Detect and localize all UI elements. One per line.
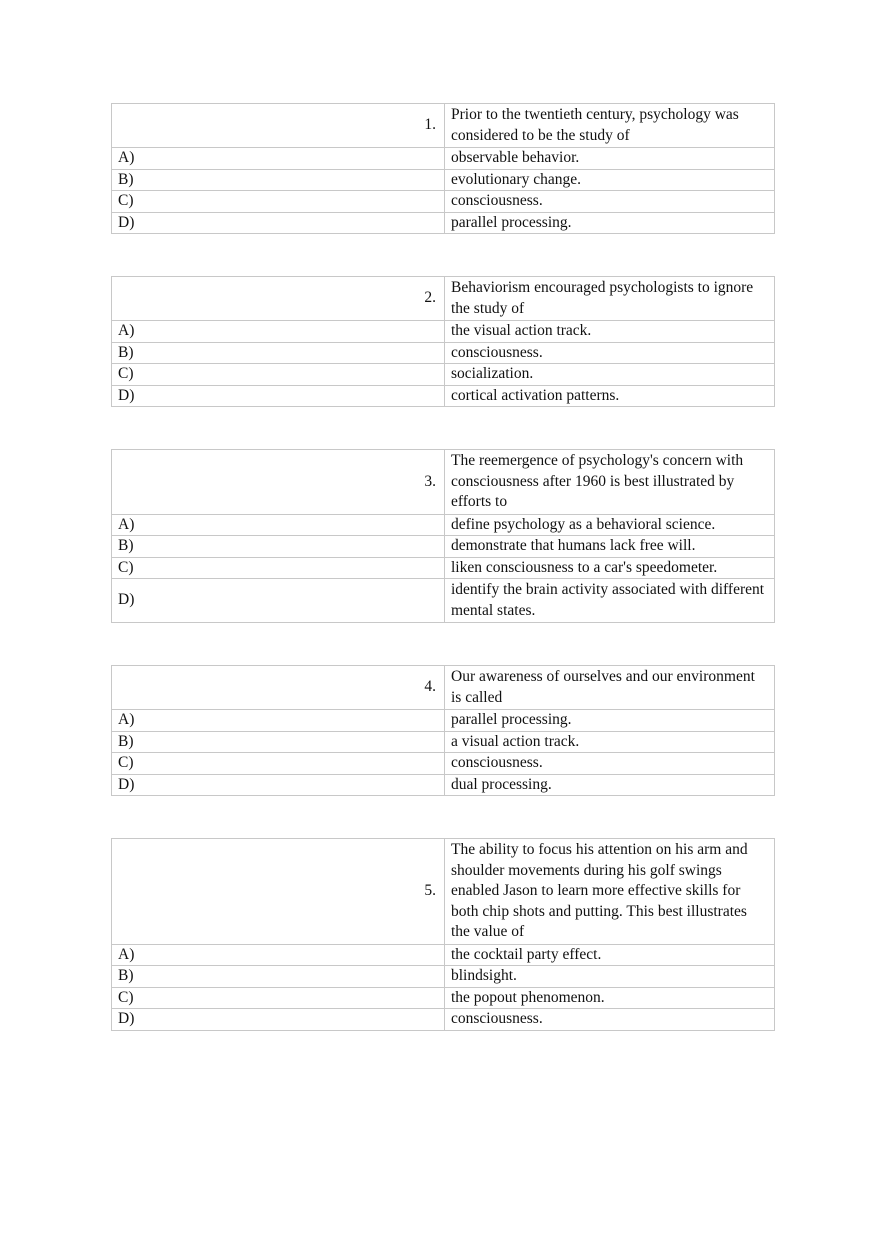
option-letter: A): [112, 514, 445, 536]
option-letter: D): [112, 774, 445, 796]
option-row: [112, 191, 775, 213]
option-text: consciousness.: [445, 1009, 775, 1031]
option-row: [112, 536, 775, 558]
question-number: 4.: [112, 666, 445, 710]
option-text: the visual action track.: [445, 321, 775, 343]
question-1: [111, 103, 775, 234]
question-stem: Our awareness of ourselves and our environment is called: [445, 666, 775, 710]
option-letter: B): [112, 966, 445, 988]
question-5: [111, 838, 775, 1031]
question-header: [112, 277, 775, 321]
quiz-page: [111, 103, 771, 1031]
option-letter: D): [112, 1009, 445, 1031]
option-row: [112, 148, 775, 170]
option-letter: A): [112, 321, 445, 343]
option-text: dual processing.: [445, 774, 775, 796]
option-letter: A): [112, 148, 445, 170]
option-text: socialization.: [445, 364, 775, 386]
option-letter: C): [112, 987, 445, 1009]
question-number: 1.: [112, 104, 445, 148]
question-number: 5.: [112, 839, 445, 945]
option-letter: A): [112, 944, 445, 966]
option-row: [112, 579, 775, 623]
option-row: [112, 514, 775, 536]
option-letter: B): [112, 731, 445, 753]
option-row: [112, 1009, 775, 1031]
spacer: [111, 407, 771, 449]
question-header: [112, 450, 775, 515]
option-letter: B): [112, 342, 445, 364]
option-row: [112, 966, 775, 988]
question-stem: The ability to focus his attention on his arm and shoulder movements during his golf swings enabled Jason to learn more effective skills for both chip shots and putting. This best illustrates the value of: [445, 839, 775, 945]
question-stem: The reemergence of psychology's concern with consciousness after 1960 is best illustrated by efforts to: [445, 450, 775, 515]
option-row: [112, 987, 775, 1009]
option-letter: C): [112, 364, 445, 386]
option-row: [112, 557, 775, 579]
option-row: [112, 364, 775, 386]
option-row: [112, 212, 775, 234]
option-text: consciousness.: [445, 191, 775, 213]
question-3: [111, 449, 775, 623]
option-text: parallel processing.: [445, 212, 775, 234]
option-row: [112, 321, 775, 343]
option-letter: C): [112, 753, 445, 775]
question-stem: Behaviorism encouraged psychologists to ignore the study of: [445, 277, 775, 321]
spacer: [111, 623, 771, 665]
option-row: [112, 710, 775, 732]
option-text: consciousness.: [445, 753, 775, 775]
spacer: [111, 796, 771, 838]
option-row: [112, 342, 775, 364]
option-letter: C): [112, 191, 445, 213]
question-2: [111, 276, 775, 407]
option-letter: B): [112, 536, 445, 558]
option-letter: D): [112, 579, 445, 623]
option-text: the cocktail party effect.: [445, 944, 775, 966]
option-row: [112, 944, 775, 966]
option-text: demonstrate that humans lack free will.: [445, 536, 775, 558]
question-header: [112, 839, 775, 945]
option-row: [112, 169, 775, 191]
question-number: 3.: [112, 450, 445, 515]
option-letter: D): [112, 385, 445, 407]
question-header: [112, 666, 775, 710]
option-text: define psychology as a behavioral science.: [445, 514, 775, 536]
option-text: identify the brain activity associated with different mental states.: [445, 579, 775, 623]
spacer: [111, 234, 771, 276]
option-text: liken consciousness to a car's speedometer.: [445, 557, 775, 579]
question-4: [111, 665, 775, 796]
option-row: [112, 753, 775, 775]
option-text: the popout phenomenon.: [445, 987, 775, 1009]
option-text: observable behavior.: [445, 148, 775, 170]
question-stem: Prior to the twentieth century, psychology was considered to be the study of: [445, 104, 775, 148]
option-text: cortical activation patterns.: [445, 385, 775, 407]
option-text: consciousness.: [445, 342, 775, 364]
option-letter: B): [112, 169, 445, 191]
option-letter: D): [112, 212, 445, 234]
option-text: evolutionary change.: [445, 169, 775, 191]
option-text: parallel processing.: [445, 710, 775, 732]
option-row: [112, 774, 775, 796]
question-number: 2.: [112, 277, 445, 321]
option-letter: C): [112, 557, 445, 579]
option-text: a visual action track.: [445, 731, 775, 753]
option-row: [112, 731, 775, 753]
option-row: [112, 385, 775, 407]
question-header: [112, 104, 775, 148]
option-letter: A): [112, 710, 445, 732]
option-text: blindsight.: [445, 966, 775, 988]
